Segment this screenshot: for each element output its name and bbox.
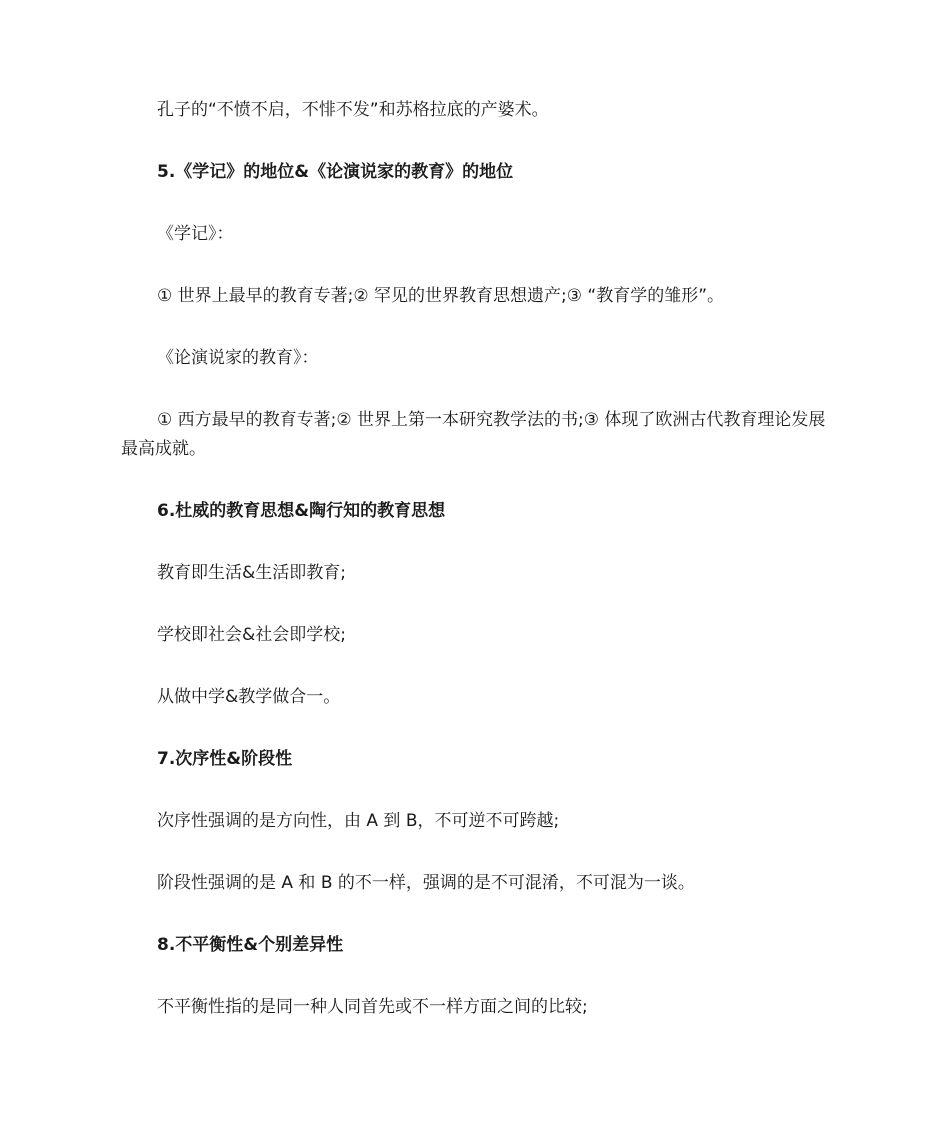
heading-7: 7.次序性&阶段性: [157, 749, 293, 769]
label-orator-education: 《论演说家的教育》：: [157, 348, 319, 368]
paragraph-learning-by-doing: 从做中学&教学做合一。: [157, 687, 341, 707]
heading-5: 5.《学记》的地位&《论演说家的教育》的地位: [157, 162, 514, 182]
paragraph-education-life: 教育即生活&生活即教育;: [157, 563, 346, 583]
paragraph-xueji-status: ① 世界上最早的教育专著;② 罕见的世界教育思想遗产;③ “教育学的雏形”。: [157, 286, 725, 306]
paragraph-imbalance: 不平衡性指的是同一种人同首先或不一样方面之间的比较;: [157, 997, 588, 1017]
label-xueji: 《学记》：: [157, 224, 234, 244]
heading-6: 6.杜威的教育思想&陶行知的教育思想: [157, 501, 446, 521]
paragraph-school-society: 学校即社会&社会即学校;: [157, 625, 346, 645]
paragraph-confucius-socrates: 孔子的“不愤不启，不悱不发”和苏格拉底的产婆术。: [157, 100, 549, 120]
heading-8: 8.不平衡性&个别差异性: [157, 935, 344, 955]
paragraph-stage: 阶段性强调的是 A 和 B 的不一样，强调的是不可混淆，不可混为一谈。: [157, 873, 695, 893]
paragraph-orator-status: ① 西方最早的教育专著;② 世界上第一本研究教学法的书;③ 体现了欧洲古代教育理论发展最高成就。: [121, 410, 826, 459]
paragraph-sequence: 次序性强调的是方向性，由 A 到 B，不可逆不可跨越;: [157, 811, 560, 831]
